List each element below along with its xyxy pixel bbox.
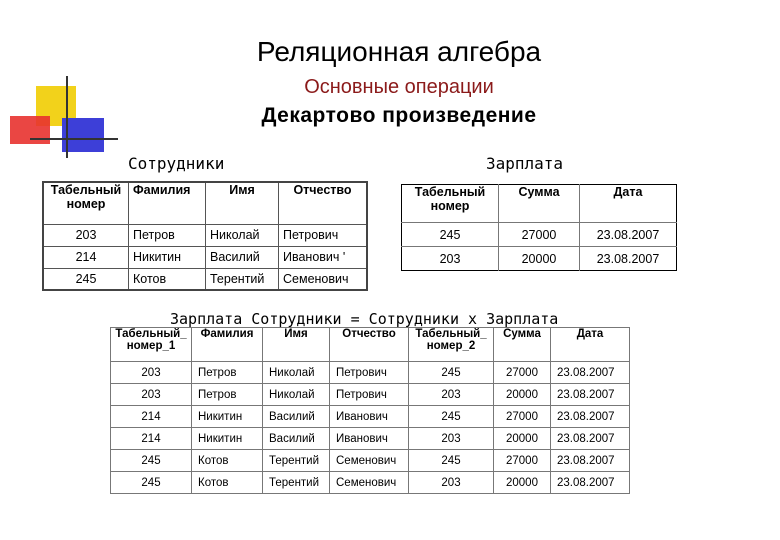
table-row bbox=[111, 384, 630, 406]
cell: 27000 bbox=[494, 450, 551, 472]
cell: Никитин bbox=[129, 246, 206, 268]
col-header: Дата bbox=[551, 328, 630, 362]
cell: Петрович bbox=[330, 384, 409, 406]
cell: Василий bbox=[263, 428, 330, 450]
cell: 203 bbox=[409, 428, 494, 450]
cell: 245 bbox=[111, 472, 192, 494]
cell: 23.08.2007 bbox=[551, 406, 630, 428]
cell: 245 bbox=[111, 450, 192, 472]
cell: 245 bbox=[402, 223, 499, 247]
cell: Котов bbox=[129, 268, 206, 290]
table-row bbox=[402, 223, 677, 247]
cell: Петров bbox=[129, 224, 206, 246]
col-header: Имя bbox=[206, 182, 279, 224]
cell: Котов bbox=[192, 450, 263, 472]
cell: Петров bbox=[192, 362, 263, 384]
logo-horizontal-line bbox=[30, 138, 118, 140]
table-row bbox=[111, 362, 630, 384]
cell: Терентий bbox=[206, 268, 279, 290]
product-table bbox=[110, 327, 630, 494]
table-row bbox=[111, 406, 630, 428]
cell: Иванович ' bbox=[279, 246, 368, 268]
cell: 214 bbox=[111, 406, 192, 428]
cell: Терентий bbox=[263, 450, 330, 472]
cell: Терентий bbox=[263, 472, 330, 494]
employees-header-row bbox=[43, 182, 367, 224]
col-header: Отчество bbox=[279, 182, 368, 224]
table-row bbox=[402, 247, 677, 271]
cell: 20000 bbox=[494, 384, 551, 406]
cell: 203 bbox=[111, 362, 192, 384]
col-header: Фамилия bbox=[192, 328, 263, 362]
cell: 23.08.2007 bbox=[551, 450, 630, 472]
col-header: Табельный номер bbox=[43, 182, 129, 224]
cell: Петрович bbox=[279, 224, 368, 246]
cell: 20000 bbox=[494, 472, 551, 494]
cell: 245 bbox=[43, 268, 129, 290]
cell: 23.08.2007 bbox=[580, 223, 677, 247]
cell: 20000 bbox=[494, 428, 551, 450]
cell: 203 bbox=[402, 247, 499, 271]
col-header: Дата bbox=[580, 185, 677, 223]
cell: 27000 bbox=[499, 223, 580, 247]
product-formula: Зарплата_Сотрудники = Сотрудники х Зарплата bbox=[170, 310, 559, 328]
table-row bbox=[111, 472, 630, 494]
cell: 23.08.2007 bbox=[580, 247, 677, 271]
employees-label: Сотрудники bbox=[128, 154, 225, 173]
col-header: Табельный номер bbox=[414, 185, 486, 213]
slide-topic: Декартово произведение bbox=[261, 104, 537, 127]
cell: Семенович bbox=[279, 268, 368, 290]
col-header: Табельный_ номер_2 bbox=[409, 328, 494, 362]
cell: Котов bbox=[192, 472, 263, 494]
col-header: Сумма bbox=[494, 328, 551, 362]
cell: Петрович bbox=[330, 362, 409, 384]
cell: 214 bbox=[43, 246, 129, 268]
cell: Никитин bbox=[192, 428, 263, 450]
col-header: Фамилия bbox=[129, 182, 206, 224]
cell: Иванович bbox=[330, 406, 409, 428]
table-row bbox=[43, 246, 367, 268]
cell: Никитин bbox=[192, 406, 263, 428]
table-row bbox=[43, 268, 367, 290]
table-row bbox=[111, 450, 630, 472]
cell: Николай bbox=[263, 362, 330, 384]
cell: Василий bbox=[206, 246, 279, 268]
cell: 27000 bbox=[494, 362, 551, 384]
employees-table bbox=[42, 181, 368, 291]
cell: 23.08.2007 bbox=[551, 384, 630, 406]
cell: Петров bbox=[192, 384, 263, 406]
cell: 23.08.2007 bbox=[551, 362, 630, 384]
cell: Семенович bbox=[330, 450, 409, 472]
cell: 23.08.2007 bbox=[551, 428, 630, 450]
cell: Николай bbox=[206, 224, 279, 246]
cell: 214 bbox=[111, 428, 192, 450]
cell: 245 bbox=[409, 406, 494, 428]
cell: 203 bbox=[409, 472, 494, 494]
salary-header-row bbox=[402, 185, 677, 223]
col-header: Имя bbox=[263, 328, 330, 362]
product-header-row bbox=[111, 328, 630, 362]
cell: Семенович bbox=[330, 472, 409, 494]
col-header: Отчество bbox=[330, 328, 409, 362]
cell: 20000 bbox=[499, 247, 580, 271]
cell: 245 bbox=[409, 362, 494, 384]
cell: 245 bbox=[409, 450, 494, 472]
slide-subtitle: Основные операции bbox=[304, 76, 494, 98]
cell: Василий bbox=[263, 406, 330, 428]
cell: 203 bbox=[43, 224, 129, 246]
cell: 203 bbox=[409, 384, 494, 406]
col-header: Сумма bbox=[499, 185, 580, 223]
cell: 27000 bbox=[494, 406, 551, 428]
table-row bbox=[43, 224, 367, 246]
cell: Николай bbox=[263, 384, 330, 406]
salary-table bbox=[401, 184, 677, 271]
col-header: Табельный_ номер_1 bbox=[111, 328, 192, 362]
slide-title: Реляционная алгебра bbox=[256, 36, 542, 67]
table-row bbox=[111, 428, 630, 450]
cell: Иванович bbox=[330, 428, 409, 450]
cell: 203 bbox=[111, 384, 192, 406]
cell: 23.08.2007 bbox=[551, 472, 630, 494]
salary-label: Зарплата bbox=[486, 154, 564, 173]
